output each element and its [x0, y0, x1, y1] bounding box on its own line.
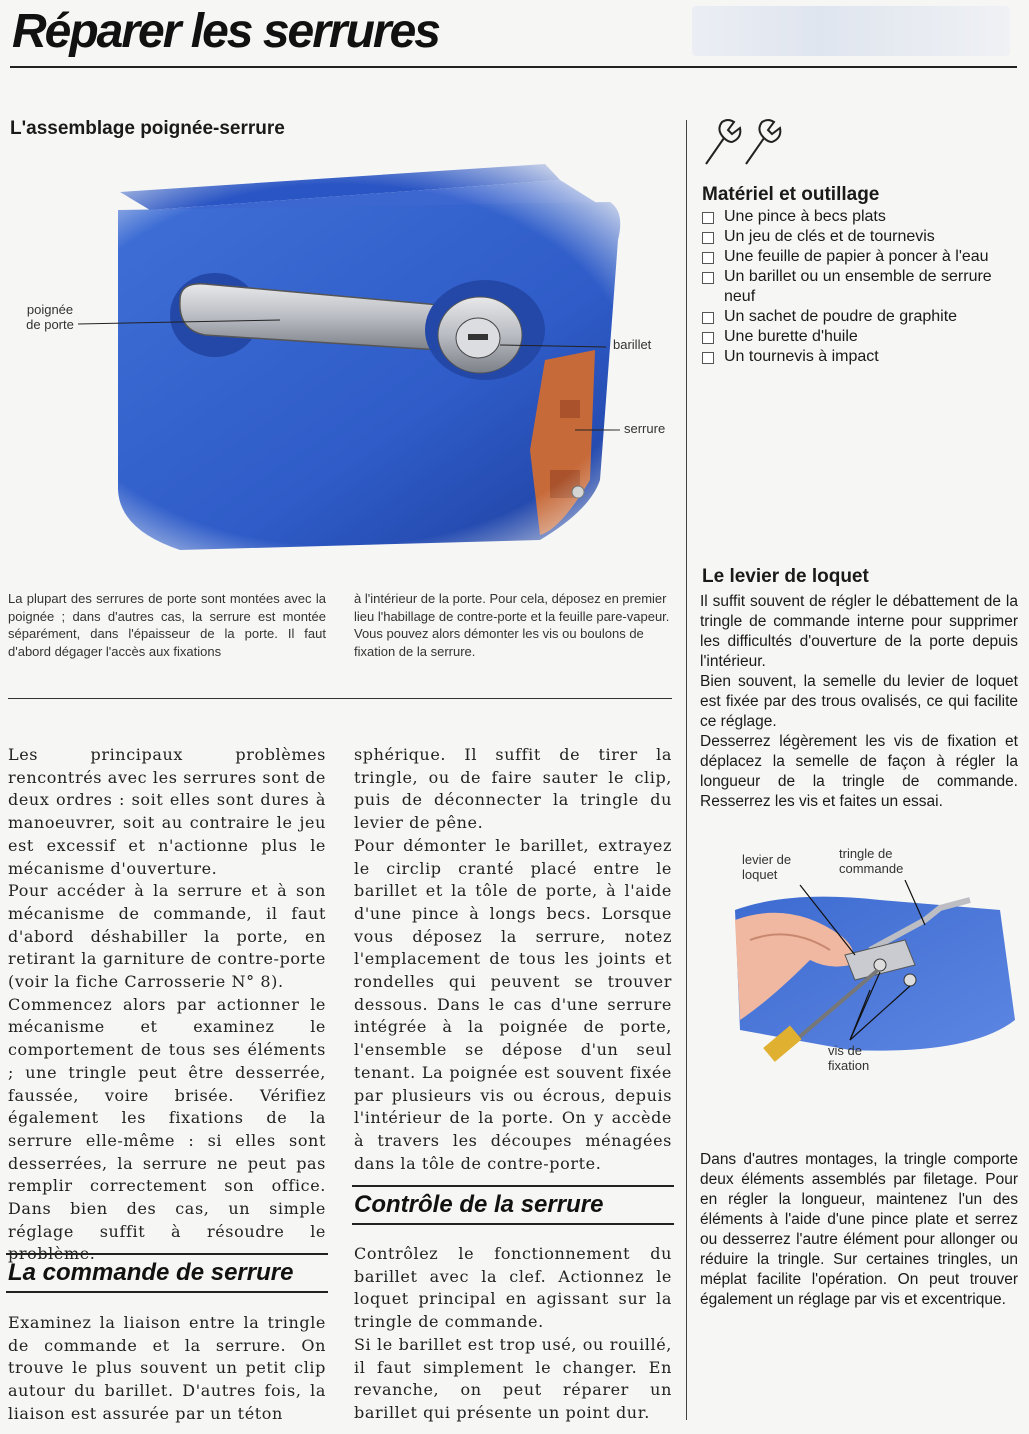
assembly-caption-left: La plupart des serrures de porte sont montées avec la poignée ; dans d'autres cas, la serrure est montée séparément, dans l'épaisseur de la porte. Il faut d'abord dégager l'accès aux fixations [8, 591, 326, 659]
tools-heading: Matériel et outillage [702, 184, 880, 205]
wrench-icon [702, 118, 786, 170]
rod-label: tringle de commande [839, 846, 904, 876]
col2-text [354, 744, 672, 1175]
command-heading: La commande de serrure [6, 1253, 328, 1293]
control-paragraph: Si le barillet est trop usé, ou rouillé, il faut simplement le changer. En revanche, on peut réparer un barillet qui présente un point dur. [354, 1334, 672, 1422]
latch-heading: Le levier de loquet [702, 566, 869, 587]
tool-item: Un jeu de clés et de tournevis [700, 227, 1018, 247]
screws-label: vis de fixation [828, 1043, 870, 1073]
sidebar-divider [686, 120, 687, 1420]
lock-label: serrure [624, 421, 666, 436]
section-divider [8, 698, 672, 699]
latch-paragraph: Bien souvent, la semelle du levier de loquet est fixée par des trous ovalisés, ce qui facilite ce réglage. [700, 673, 1018, 730]
door-handle-illustration [0, 150, 680, 580]
intro-paragraph: Les principaux problèmes rencontrés avec les serrures sont de deux ordres : soit elles sont dures à manoeuvrer, soit au contraire le jeu est excessif et n'actionne plus le mécanisme d'ouverture. [8, 745, 326, 878]
checkbox-icon [702, 212, 714, 224]
tool-item: Une feuille de papier à poncer à l'eau [700, 247, 1018, 267]
tools-list [700, 207, 1018, 367]
control-heading: Contrôle de la serrure [352, 1185, 674, 1225]
intro-text [8, 744, 326, 1266]
checkbox-icon [702, 332, 714, 344]
tool-item: Une burette d'huile [700, 327, 1018, 347]
latch-after-text [700, 1150, 1018, 1310]
col2-paragraph: sphérique. Il suffit de tirer la tringle, ou de faire sauter le clip, puis de déconnecter la tringle du levier de pêne. [354, 745, 672, 833]
latch-paragraph: Il suffit souvent de régler le débattement de la tringle de commande interne pour supprimer les difficultés d'ouverture de la porte depuis l'intérieur. [700, 593, 1018, 670]
barrel-label: barillet [613, 337, 652, 352]
checkbox-icon [702, 312, 714, 324]
handle-label: poignée de porte [26, 302, 74, 332]
assembly-heading: L'assemblage poignée-serrure [10, 118, 285, 139]
tool-item: Une pince à becs plats [700, 207, 1018, 227]
tool-item: Un barillet ou un ensemble de serrure neuf [700, 267, 1018, 307]
checkbox-icon [702, 232, 714, 244]
latch-lever-illustration [730, 880, 1020, 1080]
checkbox-icon [702, 272, 714, 284]
assembly-caption-right: à l'intérieur de la porte. Pour cela, déposez en premier lieu l'habillage de contre-porte et la feuille pare-vapeur. Vous pouvez alors démonter les vis ou boulons de fixation de la serrure. [354, 591, 670, 659]
intro-paragraph: Commencez alors par actionner le mécanisme et examinez le comportement de tous ses éléments ; une tringle peut être desserrée, faussée, voire brisée. Vérifiez également les fixations de la serrure elle-même : si elles sont desserrées, la serrure ne peut pas remplir correctement son office. Dans bien des cas, un simple réglage suffit à résoudre le problème. [8, 994, 326, 1264]
tool-item: Un tournevis à impact [700, 347, 1018, 367]
col2-paragraph: Pour démonter le barillet, extrayez le circlip cranté placé entre le barillet et la tôle de porte, à l'aide d'une pince à longs becs. Lorsque vous déposez la serrure, notez l'emplacement de tous les joints et rondelles qui peuvent se trouver dessous. Dans le cas d'une serrure intégrée à la poignée de porte, l'ensemble se dépose d'un seul tenant. La poignée est souvent fixée par plusieurs vis ou écrous, depuis l'intérieur de la porte. On y accède à travers les découpes ménagées dans la tôle de contre-porte. [354, 835, 672, 1173]
series-badge-logo [692, 6, 1010, 56]
page-title: Réparer les serrures [12, 5, 439, 58]
checkbox-icon [702, 252, 714, 264]
control-paragraph: Contrôlez le fonctionnement du barillet avec la clef. Actionnez le loquet principal en agissant sur la tringle de commande. [354, 1244, 672, 1332]
command-text [8, 1312, 326, 1426]
lever-label: levier de loquet [742, 852, 792, 882]
tool-item: Un sachet de poudre de graphite [700, 307, 1018, 327]
intro-paragraph: Pour accéder à la serrure et à son mécanisme de commande, il faut d'abord déshabiller la porte, en retirant la garniture de contre-porte (voir la fiche Carrosserie N° 8). [8, 881, 326, 992]
latch-paragraph: Desserrez légèrement les vis de fixation et déplacez la semelle de façon à régler la longueur de la tringle de commande. Resserrez les vis et faites un essai. [700, 733, 1018, 810]
control-text [354, 1243, 672, 1425]
latch-text [700, 592, 1018, 812]
checkbox-icon [702, 352, 714, 364]
header-divider [10, 66, 1017, 68]
command-paragraph: Examinez la liaison entre la tringle de commande et la serrure. On trouve le plus souvent un petit clip autour du barillet. D'autres fois, la liaison est assurée par un téton [8, 1313, 326, 1423]
latch-after-paragraph: Dans d'autres montages, la tringle comporte deux éléments assemblés par filetage. Pour en régler la longueur, maintenez l'un des éléments à l'aide d'une pince plate et serrez ou desserrez l'autre élément pour allonger ou réduire la tringle. Sur certaines tringles, un méplat facilite l'opération. On peut trouver également un réglage par vis et excentrique. [700, 1151, 1018, 1308]
